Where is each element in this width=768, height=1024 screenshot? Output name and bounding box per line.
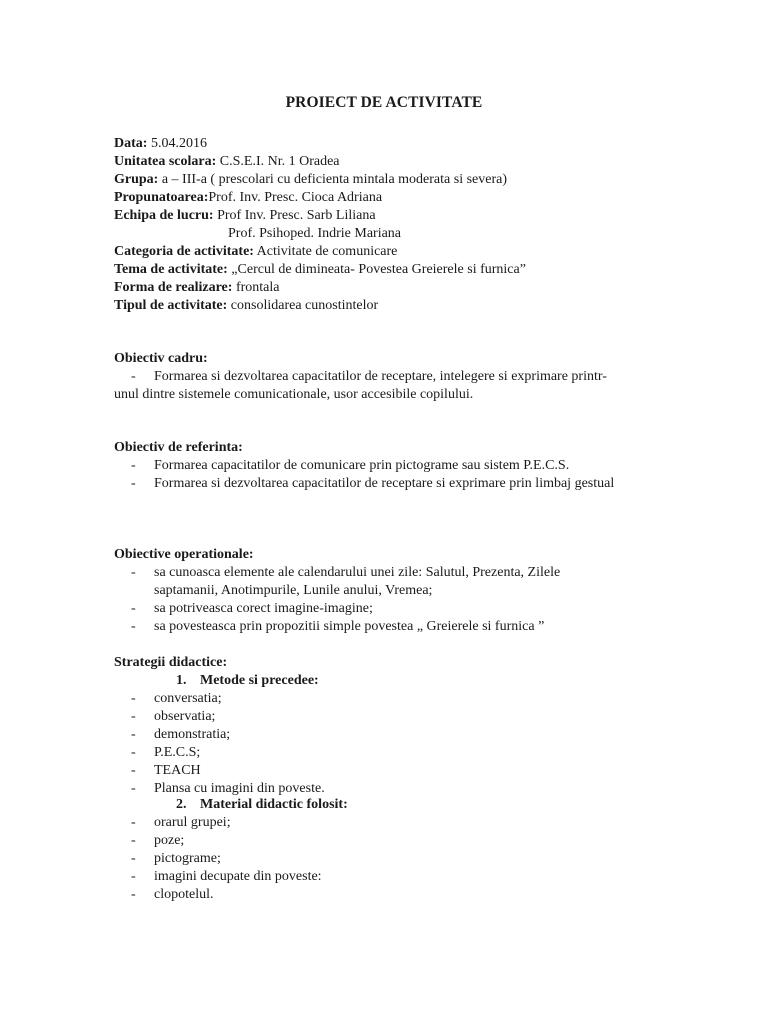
obiectiv-referinta-item-2: Formarea si dezvoltarea capacitatilor de receptare si exprimare prin limbaj gestual	[154, 476, 615, 491]
list-item-dash: -	[131, 815, 136, 830]
field-propunatoarea-value: Prof. Inv. Presc. Cioca Adriana	[208, 190, 383, 205]
field-echipa-value-1: Prof Inv. Presc. Sarb Liliana	[213, 208, 376, 223]
field-tipul-value: consolidarea cunostintelor	[227, 298, 379, 313]
obiectiv-referinta-item-1: Formarea capacitatilor de comunicare prin pictograme sau sistem P.E.C.S.	[154, 458, 570, 473]
list-item-dash: -	[131, 833, 136, 848]
field-tema	[114, 261, 526, 279]
list-item-dash: -	[131, 781, 136, 796]
obiectiv-cadru-dash: -	[131, 369, 136, 384]
field-forma	[114, 279, 279, 297]
field-tema-label: Tema de activitate:	[114, 262, 228, 277]
obiective-operationale-item-1-line-1: sa cunoasca elemente ale calendarului unei zile: Salutul, Prezenta, Zilele	[154, 565, 561, 580]
list-item-dash: -	[131, 763, 136, 778]
list-item-dash: -	[131, 727, 136, 742]
material-item-5: clopotelul.	[154, 887, 214, 902]
material-item-3: pictograme;	[154, 851, 221, 866]
metode-item-3: demonstratia;	[154, 727, 231, 742]
field-categoria-label: Categoria de activitate:	[114, 244, 254, 259]
field-echipa-label: Echipa de lucru:	[114, 208, 214, 223]
field-echipa-value-2: Prof. Psihoped. Indrie Mariana	[228, 226, 402, 241]
obiective-operationale-heading: Obiective operationale:	[114, 547, 254, 562]
field-forma-value: frontala	[232, 280, 280, 295]
document-title: PROIECT DE ACTIVITATE	[285, 94, 483, 111]
list-item-dash: -	[131, 691, 136, 706]
strategii-sub-2-number: 2.	[176, 797, 187, 812]
obiectiv-cadru-line-1: Formarea si dezvoltarea capacitatilor de receptare, intelegere si exprimare printr-	[154, 369, 607, 384]
obiective-operationale-item-3: sa povesteasca prin propozitii simple povestea „ Greierele si furnica ”	[154, 619, 545, 634]
list-item-dash: -	[131, 565, 136, 580]
obiective-operationale-item-2: sa potriveasca corect imagine-imagine;	[154, 601, 373, 616]
field-echipa	[114, 207, 376, 225]
metode-item-5: TEACH	[154, 763, 201, 778]
strategii-sub-2-title: Material didactic folosit:	[200, 797, 348, 812]
obiectiv-referinta-heading: Obiectiv de referinta:	[114, 440, 243, 455]
obiective-operationale-item-1-line-2: saptamanii, Anotimpurile, Lunile anului, Vremea;	[154, 583, 433, 598]
field-categoria	[114, 243, 397, 261]
list-item-dash: -	[131, 745, 136, 760]
list-item-dash: -	[131, 869, 136, 884]
list-item-dash: -	[131, 601, 136, 616]
list-item-dash: -	[131, 476, 136, 491]
field-tipul-label: Tipul de activitate:	[114, 298, 228, 313]
obiectiv-cadru-line-2: unul dintre sistemele comunicationale, usor accesibile copilului.	[114, 387, 474, 402]
field-tipul	[114, 297, 378, 315]
obiectiv-cadru-heading: Obiectiv cadru:	[114, 351, 208, 366]
metode-item-1: conversatia;	[154, 691, 222, 706]
list-item-dash: -	[131, 887, 136, 902]
strategii-heading: Strategii didactice:	[114, 655, 228, 670]
strategii-sub-1-number: 1.	[176, 673, 187, 688]
field-grupa-value: a – III-a ( prescolari cu deficienta mintala moderata si severa)	[158, 172, 507, 187]
field-propunatoarea	[114, 189, 382, 207]
material-item-2: poze;	[154, 833, 185, 848]
strategii-sub-1-title: Metode si precedee:	[200, 673, 319, 688]
metode-item-6: Plansa cu imagini din poveste.	[154, 781, 325, 796]
field-data-label: Data:	[114, 136, 148, 151]
list-item-dash: -	[131, 458, 136, 473]
field-data	[114, 135, 207, 153]
material-item-4: imagini decupate din poveste:	[154, 869, 322, 884]
field-unitatea-value: C.S.E.I. Nr. 1 Oradea	[216, 154, 340, 169]
field-grupa-label: Grupa:	[114, 172, 159, 187]
metode-item-2: observatia;	[154, 709, 216, 724]
field-grupa	[114, 171, 507, 189]
metode-item-4: P.E.C.S;	[154, 745, 201, 760]
field-tema-value: „Cercul de dimineata- Povestea Greierele si furnica”	[227, 262, 526, 277]
field-categoria-value: Activitate de comunicare	[253, 244, 398, 259]
field-forma-label: Forma de realizare:	[114, 280, 233, 295]
field-unitatea-label: Unitatea scolara:	[114, 154, 217, 169]
list-item-dash: -	[131, 709, 136, 724]
field-unitatea	[114, 153, 340, 171]
list-item-dash: -	[131, 619, 136, 634]
field-propunatoarea-label: Propunatoarea:	[114, 190, 209, 205]
material-item-1: orarul grupei;	[154, 815, 231, 830]
list-item-dash: -	[131, 851, 136, 866]
field-data-value: 5.04.2016	[147, 136, 207, 151]
